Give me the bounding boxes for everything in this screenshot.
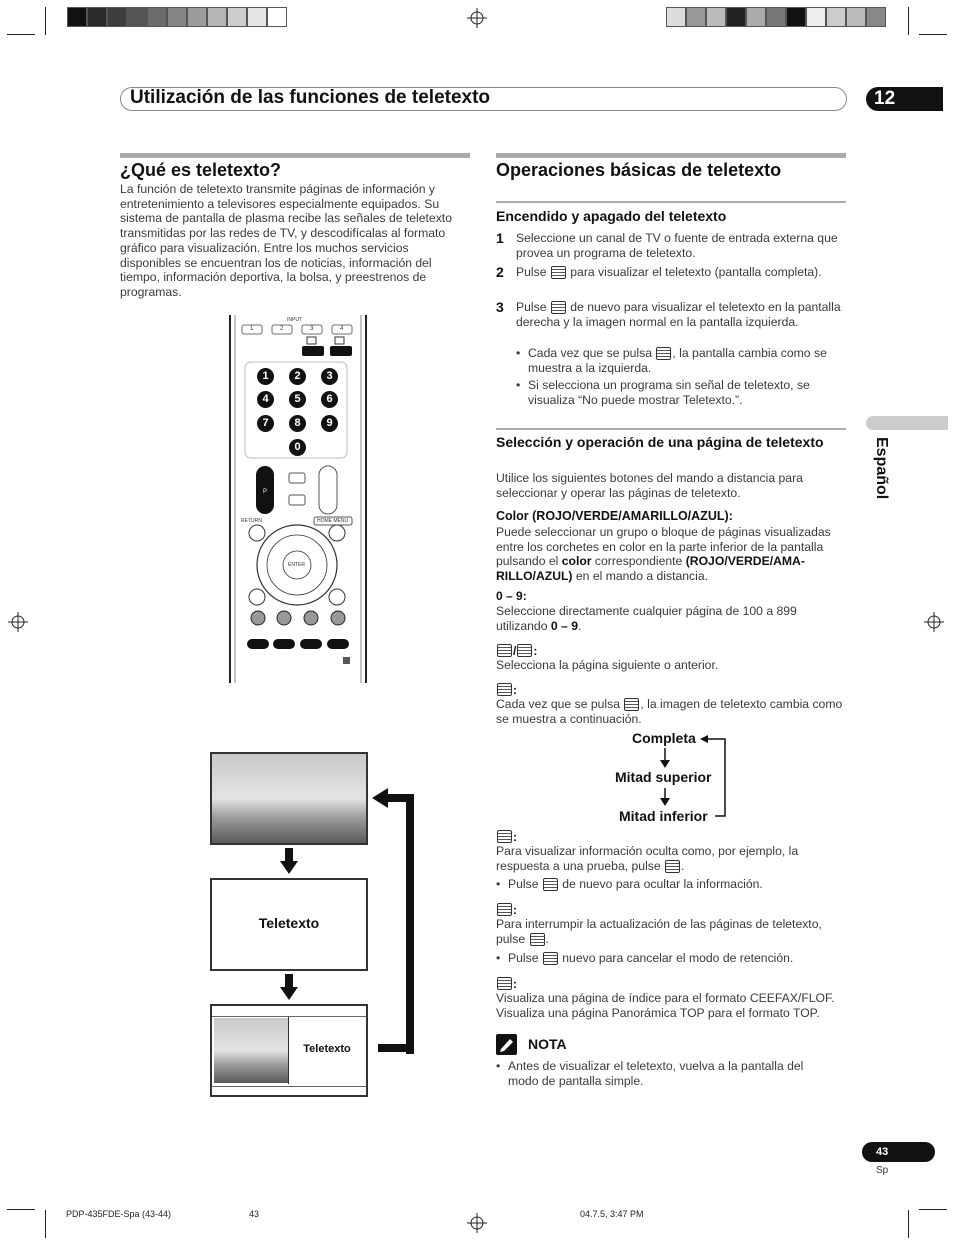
page-title: Utilización de las funciones de teletexto [130, 87, 491, 108]
digit-button-1[interactable]: 1 [257, 368, 274, 385]
registration-mark-right [924, 612, 944, 632]
index-icon [497, 977, 512, 990]
sub1-bullet-1-post: , la pantalla cambia como se muestra a la izquierda. [528, 346, 827, 375]
remote-input-button-4[interactable]: 4 [340, 326, 344, 332]
step-2-number: 2 [496, 264, 504, 280]
split-teletext-label: Teletexto [303, 1043, 351, 1055]
remote-control-illustration [227, 315, 369, 683]
digit-button-4[interactable]: 4 [257, 391, 274, 408]
color-text-b: color [561, 554, 592, 569]
digits-text [496, 604, 846, 633]
flow-arrows [656, 732, 730, 822]
prev-next-heading: / : [496, 642, 537, 660]
remote-return-label: RETURN [241, 518, 262, 524]
sub1-bullet-2: • Si selecciona un programa sin señal de teletexto, se visualiza “No puede mostrar Teletexto.”. [516, 378, 810, 407]
note-bullet: • Antes de visualizar el teletexto, vuelva a la pantalla del modo de pantalla simple. [496, 1059, 804, 1088]
step-3-pre: Pulse [516, 300, 547, 314]
size-text-b: , la imagen de teletexto cambia como se muestra a continuación. [496, 697, 843, 726]
reveal-bullet-a: Pulse [508, 877, 539, 891]
footer-date: 04.7.5, 3:47 PM [580, 1209, 644, 1219]
sub2-rule [496, 428, 846, 430]
note-title: NOTA [528, 1036, 567, 1052]
teletext-icon [656, 347, 671, 360]
teletext-full-label: Teletexto [258, 915, 320, 931]
step-1-text: Seleccione un canal de TV o fuente de entrada externa que provea un programa de teletexto. [516, 231, 838, 260]
color-text-c: correspondiente [594, 554, 683, 569]
size-text-a: Cada vez que se pulsa [496, 697, 620, 711]
digit-button-7[interactable]: 7 [257, 415, 274, 432]
step-3-text [516, 300, 846, 329]
return-arrow [370, 786, 418, 1054]
color-heading-b: (ROJO/VERDE/AMARILLO/AZUL): [532, 509, 733, 523]
digit-button-5[interactable]: 5 [289, 391, 306, 408]
step-3-number: 3 [496, 299, 504, 315]
color-text [496, 525, 848, 584]
reveal-icon [543, 878, 558, 891]
reveal-text-a: Para visualizar información oculta como, por ejemplo, la respuesta a una prueba, pulse [496, 844, 799, 873]
right-section-underline [496, 201, 846, 203]
page-number: 43 [862, 1142, 935, 1162]
hold-bullet-b: nuevo para cancelar el modo de retención. [562, 951, 794, 965]
digits-text-c: . [578, 618, 582, 633]
hold-text [496, 917, 846, 946]
reveal-icon [497, 830, 512, 843]
digit-button-0[interactable]: 0 [289, 439, 306, 456]
digits-text-a: Seleccione directamente cualquier página de 100 a 899 utilizando [496, 604, 797, 633]
step-2-pre: Pulse [516, 265, 547, 279]
reveal-bullet-b: de nuevo para ocultar la información. [562, 877, 763, 891]
reveal-heading: : [496, 828, 517, 846]
color-heading-a: Color [496, 509, 529, 523]
flow-complete: Completa [632, 730, 696, 746]
remote-enter-label[interactable]: ENTER [288, 562, 305, 568]
index-heading: : [496, 975, 517, 993]
digit-button-8[interactable]: 8 [289, 415, 306, 432]
reveal-text [496, 844, 846, 873]
right-section-title: Operaciones básicas de teletexto [496, 160, 782, 180]
index-text: Visualiza una página de índice para el formato CEEFAX/FLOF. Visualiza una página Panorámica TOP para el formato TOP. [496, 991, 835, 1020]
registration-mark-left [8, 612, 28, 632]
teletext-icon [551, 266, 566, 279]
color-text-a: Puede seleccionar un grupo o bloque de páginas visualizadas entre los corchetes en color en la parte inferior de la pantalla pulsando el [496, 525, 831, 569]
sub1-bullet-1: • Cada vez que se pulsa , la pantalla cambia como se muestra a la izquierda. [516, 346, 827, 375]
size-icon [624, 698, 639, 711]
left-intro: La función de teletexto transmite páginas de información y entretenimiento a televisores especialmente equipados. Su sistema de pantalla de plasma recibe las señales de teletexto transmitidas por las redes de TV, y descodifícalas al formato gráfico para visualización. Entre los muchos servicios disponibles se encuentran los de noticias, información del tiempo, información deportiva, la bolsa, y preestrenos de programas. [120, 182, 452, 299]
digit-button-9[interactable]: 9 [321, 415, 338, 432]
right-section-rule [496, 153, 846, 158]
reveal-icon [665, 860, 680, 873]
hold-text-b: . [545, 931, 549, 946]
remote-home-menu-label: HOME MENU [317, 518, 349, 524]
footer-file: PDP-435FDE-Spa (43-44) [66, 1209, 172, 1219]
digits-text-b: 0 – 9 [550, 618, 578, 633]
sub1-bullet-1-pre: Cada vez que se pulsa [528, 346, 652, 360]
prev-next-text: Selecciona la página siguiente o anterior. [496, 658, 719, 672]
hold-bullet: • Pulse nuevo para cancelar el modo de retención. [496, 951, 794, 965]
digit-button-3[interactable]: 3 [321, 368, 338, 385]
size-heading: : [496, 681, 517, 699]
registration-mark-top [467, 8, 487, 28]
sub1-title: Encendido y apagado del teletexto [496, 208, 727, 224]
hold-icon [530, 933, 545, 946]
left-section-rule [120, 153, 470, 158]
digit-button-6[interactable]: 6 [321, 391, 338, 408]
reveal-bullet: • Pulse de nuevo para ocultar la información. [496, 877, 763, 891]
flow-lower-half: Mitad inferior [619, 808, 708, 824]
step-1-number: 1 [496, 230, 504, 246]
down-arrow-1 [280, 848, 298, 874]
size-text [496, 697, 846, 726]
color-heading [496, 509, 733, 523]
color-text-d: (ROJO/VERDE/AMA-RILLO/AZUL) [496, 554, 805, 584]
flow-upper-half: Mitad superior [615, 769, 712, 785]
step-2-post: para visualizar el teletexto (pantalla completa). [570, 265, 822, 279]
sub2-title: Selección y operación de una página de teletexto [496, 434, 824, 450]
note-icon [496, 1034, 517, 1055]
left-section-title: ¿Qué es teletexto? [120, 160, 282, 180]
registration-mark-bottom [467, 1213, 487, 1233]
svg-text:P: P [262, 489, 268, 495]
note-bullet-text: Antes de visualizar el teletexto, vuelva a la pantalla del modo de pantalla simple. [508, 1059, 804, 1088]
remote-input-button-3[interactable]: 3 [310, 326, 314, 332]
teletext-icon [551, 301, 566, 314]
language-tab [866, 416, 948, 430]
digits-heading: 0 – 9: [496, 589, 527, 603]
next-page-icon [497, 644, 512, 657]
prev-page-icon [517, 644, 532, 657]
hold-icon [543, 952, 558, 965]
remote-input-label: INPUT [287, 317, 302, 323]
tv-picture-screen [210, 752, 368, 845]
footer-page: 43 [249, 1209, 260, 1219]
sub1-bullet-2-text: Si selecciona un programa sin señal de teletexto, se visualiza “No puede mostrar Teletexto.”. [528, 378, 810, 407]
remote-input-button-1[interactable]: 1 [250, 326, 254, 332]
size-icon [497, 683, 512, 696]
digit-button-2[interactable]: 2 [289, 368, 306, 385]
language-tab-label: Español [873, 437, 890, 500]
step-2-text [516, 265, 846, 280]
reveal-text-b: . [681, 858, 685, 873]
color-text-e: en el mando a distancia. [575, 569, 709, 584]
page-lang: Sp [876, 1165, 889, 1176]
sub2-intro: Utilice los siguientes botones del mando a distancia para seleccionar y operar las páginas de teletexto. [496, 471, 803, 500]
chapter-number: 12 [866, 87, 943, 111]
remote-input-button-2[interactable]: 2 [280, 326, 284, 332]
hold-text-a: Para interrumpir la actualización de las páginas de teletexto, pulse [496, 917, 822, 946]
hold-icon [497, 903, 512, 916]
down-arrow-2 [280, 974, 298, 1000]
step-3-post: de nuevo para visualizar el teletexto en la pantalla derecha y la imagen normal en la pantalla izquierda. [516, 300, 841, 329]
hold-bullet-a: Pulse [508, 951, 539, 965]
hold-heading: : [496, 901, 517, 919]
